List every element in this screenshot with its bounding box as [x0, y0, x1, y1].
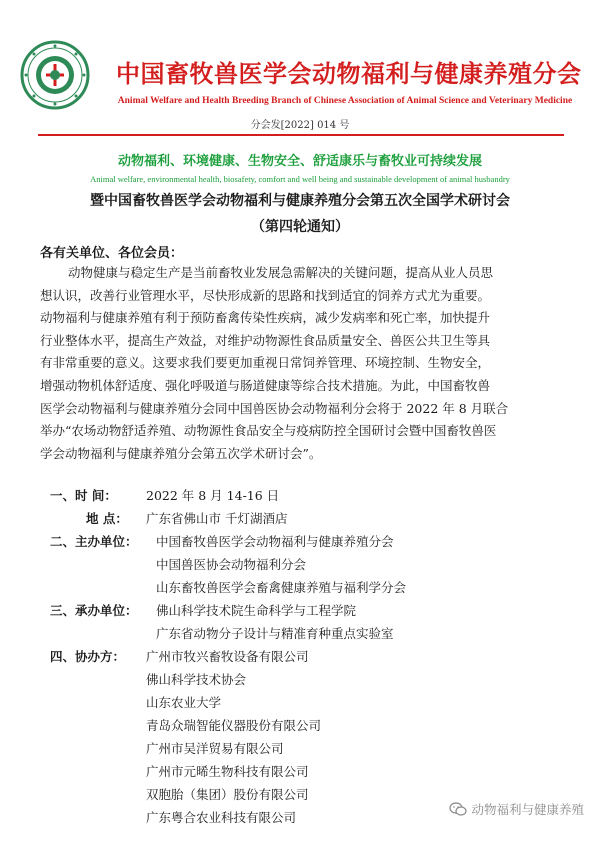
co-organizer-value: 青岛众瑞智能仪器股份有限公司	[146, 718, 322, 733]
time-row	[50, 486, 280, 504]
wechat-watermark	[449, 800, 584, 818]
organization-english-name: Animal Welfare and Health Breeding Branch of Chinese Association of Animal Science and Veterinary Medicine	[117, 96, 573, 106]
body-line: 医学会动物福利与健康养殖分会同中国兽医协会动物福利分会将于 2022 年 8 月联合	[40, 400, 509, 416]
body-line: 行业整体水平，提高生产效益，对维护动物源性食品质量安全、兽医公共卫生等具	[40, 332, 491, 348]
co-organizer-value: 双胞胎（集团）股份有限公司	[146, 787, 309, 802]
body-line: 增强动物机体舒适度、强化呼吸道与肠道健康等综合技术措施。为此，中国畜牧兽	[40, 377, 491, 393]
body-line: 动物健康与稳定生产是当前畜牧业发展急需解决的关键问题，提高从业人员思	[68, 265, 494, 280]
body-line: 想认识，改善行业管理水平，尽快形成新的思路和找到适宜的饲养方式尤为重要。	[40, 287, 491, 303]
co-organizer-label: 四、协办方：	[50, 649, 126, 664]
co-organizer-value: 广州市元晞生物科技有限公司	[146, 764, 309, 779]
salutation: 各有关单位、各位会员：	[40, 246, 184, 261]
header-divider	[38, 134, 564, 136]
body-line: 举办“农场动物舒适养殖、动物源性食品安全与疫病防控全国研讨会暨中国畜牧兽医	[40, 423, 497, 439]
body-paragraph	[40, 262, 568, 465]
slogan: 动物福利、环境健康、生物安全、舒适康乐与畜牧业可持续发展	[117, 154, 482, 169]
host-value: 中国畜牧兽医学会动物福利与健康养殖分会	[156, 534, 394, 549]
organizer-value: 广东省动物分子设计与精准育种重点实验室	[156, 626, 394, 641]
notice-title: 暨中国畜牧兽医学会动物福利与健康养殖分会第五次全国学术研讨会	[90, 193, 510, 209]
co-organizer-row	[50, 647, 125, 665]
organizer-row	[50, 601, 138, 619]
body-line: 有非常重要的意义。这要求我们要更加重视日常饲养管理、环境控制、生物安全，	[40, 355, 491, 371]
host-value: 中国兽医协会动物福利分会	[156, 557, 307, 572]
host-row	[50, 532, 138, 550]
host-label: 二、主办单位：	[50, 534, 138, 549]
co-organizer-value: 佛山科学技术协会	[146, 672, 247, 687]
association-logo	[20, 40, 90, 110]
watermark-text: 动物福利与健康养殖	[471, 802, 584, 817]
wechat-icon	[449, 802, 467, 816]
co-organizer-value: 广州市牧兴畜牧设备有限公司	[146, 649, 309, 664]
co-organizer-value: 广东粤合农业科技有限公司	[146, 810, 297, 825]
time-value: 2022 年 8 月 14-16 日	[146, 488, 280, 503]
co-organizer-value: 山东农业大学	[146, 695, 222, 710]
body-line: 学会动物福利与健康养殖分会第五次学术研讨会”。	[40, 445, 322, 461]
notice-subtitle: （第四轮通知）	[251, 219, 349, 235]
place-value: 广东省佛山市 千灯湖酒店	[146, 511, 288, 526]
document-number: 分会发[2022] 014 号	[250, 120, 350, 131]
host-value: 山东畜牧兽医学会畜禽健康养殖与福利学分会	[156, 580, 407, 595]
place-label: 地 点：	[86, 511, 128, 526]
slogan-english: Animal welfare, environmental health, biosafety, comfort and well being and sustainable development of animal husbandry	[90, 174, 510, 184]
body-line: 动物福利与健康养殖有利于预防畜禽传染性疾病，减少发病率和死亡率，加快提升	[40, 310, 491, 326]
time-label: 一、时 间：	[50, 488, 117, 503]
co-organizer-value: 广州市吴洋贸易有限公司	[146, 741, 284, 756]
place-row	[86, 509, 288, 527]
organizer-value: 佛山科学技术院生命科学与工程学院	[156, 603, 357, 618]
organization-title: 中国畜牧兽医学会动物福利与健康养殖分会	[116, 60, 582, 88]
organizer-label: 三、承办单位：	[50, 603, 138, 618]
